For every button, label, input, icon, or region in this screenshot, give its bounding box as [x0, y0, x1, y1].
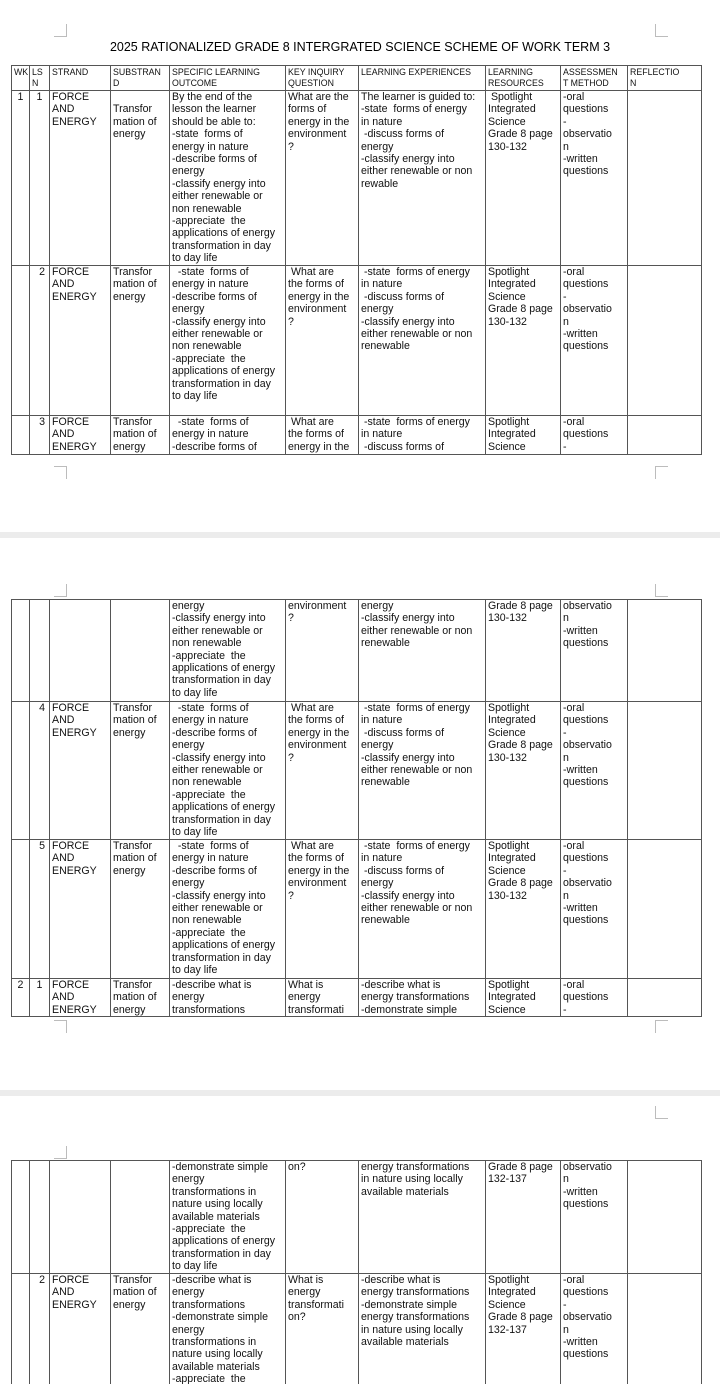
- table-row: [12, 702, 702, 840]
- assessment-cell: -oral questions -: [561, 979, 628, 1017]
- strand-cell: FORCE AND ENERGY: [50, 840, 111, 979]
- header-cell: KEY INQUIRY QUESTION: [286, 66, 359, 91]
- outcome-cell: -state forms of energy in nature -describe forms of energy -classify energy into either renewable or non renewable -appreciate the applications of energy transformation in day to day life: [170, 702, 286, 840]
- inquiry-cell: What are the forms of energy in the environment ?: [286, 91, 359, 266]
- assessment-cell: -oral questions - observatio n -written questions: [561, 840, 628, 979]
- reflection-cell: [628, 702, 702, 840]
- week-cell: [12, 600, 30, 702]
- assessment-cell: -oral questions - observatio n -written questions: [561, 91, 628, 266]
- outcome-cell: -state forms of energy in nature -describe forms of energy -classify energy into either renewable or non renewable -appreciate the applications of energy transformation in day to day life: [170, 840, 286, 979]
- experience-cell: -state forms of energy in nature -discuss forms of energy -classify energy into either renewable or non renewable: [359, 266, 486, 416]
- assessment-cell: -oral questions - observatio n -written questions: [561, 1274, 628, 1384]
- crop-mark: [655, 1020, 668, 1033]
- substrand-cell: Transfor mation of energy: [111, 702, 170, 840]
- inquiry-cell: on?: [286, 1161, 359, 1274]
- reflection-cell: [628, 416, 702, 455]
- outcome-cell: -state forms of energy in nature -describe forms of: [170, 416, 286, 455]
- resources-cell: Grade 8 page 132-137: [486, 1161, 561, 1274]
- scheme-table: [11, 65, 702, 455]
- header-cell: ASSESSMEN T METHOD: [561, 66, 628, 91]
- table-row: [12, 1274, 702, 1384]
- strand-cell: [50, 600, 111, 702]
- substrand-cell: Transfor mation of energy: [111, 266, 170, 416]
- resources-cell: Grade 8 page 130-132: [486, 600, 561, 702]
- substrand-cell: [111, 600, 170, 702]
- outcome-cell: -describe what is energy transformations -demonstrate simple energy transformations in nature using locally available materials -appreciate the: [170, 1274, 286, 1384]
- experience-cell: -state forms of energy in nature -discuss forms of: [359, 416, 486, 455]
- header-cell: SUBSTRAN D: [111, 66, 170, 91]
- week-cell: [12, 840, 30, 979]
- table-row: [12, 840, 702, 979]
- table-row: [12, 979, 702, 1017]
- crop-mark: [54, 1146, 67, 1159]
- strand-cell: [50, 1161, 111, 1274]
- reflection-cell: [628, 979, 702, 1017]
- resources-cell: Spotlight Integrated Science Grade 8 page 130-132: [486, 702, 561, 840]
- week-cell: 1: [12, 91, 30, 266]
- strand-cell: FORCE AND ENERGY: [50, 91, 111, 266]
- experience-cell: energy transformations in nature using locally available materials: [359, 1161, 486, 1274]
- resources-cell: Spotlight Integrated Science: [486, 416, 561, 455]
- assessment-cell: -oral questions -: [561, 416, 628, 455]
- crop-mark: [54, 466, 67, 479]
- week-cell: [12, 1161, 30, 1274]
- inquiry-cell: What are the forms of energy in the: [286, 416, 359, 455]
- resources-cell: Spotlight Integrated Science Grade 8 page 132-137: [486, 1274, 561, 1384]
- week-cell: [12, 266, 30, 416]
- header-cell: LEARNING EXPERIENCES: [359, 66, 486, 91]
- resources-cell: Spotlight Integrated Science Grade 8 page 130-132: [486, 840, 561, 979]
- header-cell: REFLECTIO N: [628, 66, 702, 91]
- lesson-cell: 1: [30, 91, 50, 266]
- crop-mark: [655, 24, 668, 37]
- inquiry-cell: What are the forms of energy in the environment ?: [286, 266, 359, 416]
- document-page-2: [0, 538, 720, 1090]
- lesson-cell: [30, 600, 50, 702]
- assessment-cell: -oral questions - observatio n -written questions: [561, 266, 628, 416]
- experience-cell: -state forms of energy in nature -discuss forms of energy -classify energy into either renewable or non renewable: [359, 702, 486, 840]
- table-row: [12, 266, 702, 416]
- experience-cell: -state forms of energy in nature -discuss forms of energy -classify energy into either renewable or non renewable: [359, 840, 486, 979]
- crop-mark: [655, 466, 668, 479]
- experience-cell: -describe what is energy transformations -demonstrate simple energy transformations in nature using locally available materials: [359, 1274, 486, 1384]
- reflection-cell: [628, 1161, 702, 1274]
- inquiry-cell: environment ?: [286, 600, 359, 702]
- strand-cell: FORCE AND ENERGY: [50, 702, 111, 840]
- outcome-cell: By the end of the lesson the learner should be able to: -state forms of energy in nature -describe forms of energy -classify energy into either renewable or non renewable -appreciate the applications of energy transformation in day to day life: [170, 91, 286, 266]
- resources-cell: Spotlight Integrated Science Grade 8 page 130-132: [486, 91, 561, 266]
- substrand-cell: [111, 1161, 170, 1274]
- resources-cell: Spotlight Integrated Science: [486, 979, 561, 1017]
- lesson-cell: 4: [30, 702, 50, 840]
- header-cell: SPECIFIC LEARNING OUTCOME: [170, 66, 286, 91]
- substrand-cell: Transfor mation of energy: [111, 840, 170, 979]
- experience-cell: The learner is guided to: -state forms of energy in nature -discuss forms of energy -classify energy into either renewable or non rewable: [359, 91, 486, 266]
- inquiry-cell: What are the forms of energy in the environment ?: [286, 702, 359, 840]
- scheme-table: [11, 599, 702, 1017]
- document-page-3: [0, 1096, 720, 1384]
- outcome-cell: -demonstrate simple energy transformations in nature using locally available materials -appreciate the applications of energy transformation in day to day life: [170, 1161, 286, 1274]
- inquiry-cell: What are the forms of energy in the environment ?: [286, 840, 359, 979]
- table-row: [12, 1161, 702, 1274]
- substrand-cell: Transfor mation of energy: [111, 416, 170, 455]
- substrand-cell: Transfor mation of energy: [111, 91, 170, 266]
- lesson-cell: 5: [30, 840, 50, 979]
- strand-cell: FORCE AND ENERGY: [50, 266, 111, 416]
- lesson-cell: 3: [30, 416, 50, 455]
- experience-cell: -describe what is energy transformations -demonstrate simple: [359, 979, 486, 1017]
- document-page-1: [0, 0, 720, 532]
- lesson-cell: [30, 1161, 50, 1274]
- lesson-cell: 1: [30, 979, 50, 1017]
- lesson-cell: 2: [30, 1274, 50, 1384]
- header-cell: LS N: [30, 66, 50, 91]
- page-title: 2025 RATIONALIZED GRADE 8 INTERGRATED SCIENCE SCHEME OF WORK TERM 3: [109, 40, 611, 54]
- crop-mark: [655, 1106, 668, 1119]
- week-cell: 2: [12, 979, 30, 1017]
- week-cell: [12, 702, 30, 840]
- inquiry-cell: What is energy transformati: [286, 979, 359, 1017]
- substrand-cell: Transfor mation of energy: [111, 979, 170, 1017]
- assessment-cell: observatio n -written questions: [561, 600, 628, 702]
- resources-cell: Spotlight Integrated Science Grade 8 page 130-132: [486, 266, 561, 416]
- strand-cell: FORCE AND ENERGY: [50, 1274, 111, 1384]
- lesson-cell: 2: [30, 266, 50, 416]
- reflection-cell: [628, 840, 702, 979]
- assessment-cell: -oral questions - observatio n -written questions: [561, 702, 628, 840]
- scheme-table: [11, 1160, 702, 1384]
- reflection-cell: [628, 91, 702, 266]
- experience-cell: energy -classify energy into either renewable or non renewable: [359, 600, 486, 702]
- assessment-cell: observatio n -written questions: [561, 1161, 628, 1274]
- reflection-cell: [628, 600, 702, 702]
- strand-cell: FORCE AND ENERGY: [50, 979, 111, 1017]
- week-cell: [12, 416, 30, 455]
- crop-mark: [54, 584, 67, 597]
- inquiry-cell: What is energy transformati on?: [286, 1274, 359, 1384]
- substrand-cell: Transfor mation of energy: [111, 1274, 170, 1384]
- reflection-cell: [628, 1274, 702, 1384]
- crop-mark: [655, 584, 668, 597]
- header-cell: WK: [12, 66, 30, 91]
- table-row: [12, 91, 702, 266]
- crop-mark: [54, 24, 67, 37]
- table-row: [12, 600, 702, 702]
- table-row: [12, 416, 702, 455]
- outcome-cell: energy -classify energy into either renewable or non renewable -appreciate the applications of energy transformation in day to day life: [170, 600, 286, 702]
- header-row: [12, 66, 702, 91]
- week-cell: [12, 1274, 30, 1384]
- strand-cell: FORCE AND ENERGY: [50, 416, 111, 455]
- outcome-cell: -state forms of energy in nature -describe forms of energy -classify energy into either renewable or non renewable -appreciate the applications of energy transformation in day to day life: [170, 266, 286, 416]
- crop-mark: [54, 1020, 67, 1033]
- outcome-cell: -describe what is energy transformations: [170, 979, 286, 1017]
- header-cell: LEARNING RESOURCES: [486, 66, 561, 91]
- header-cell: STRAND: [50, 66, 111, 91]
- reflection-cell: [628, 266, 702, 416]
